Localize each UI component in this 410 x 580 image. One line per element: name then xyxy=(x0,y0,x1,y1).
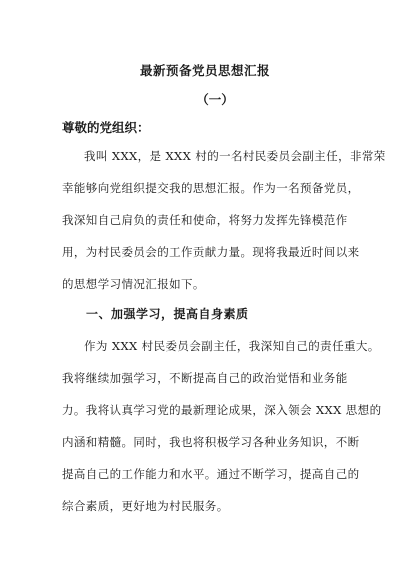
paragraph-2-line: 力。我将认真学习党的最新理论成果，深入领会 XXX 思想的 xyxy=(62,403,382,417)
paragraph-1-line: 的思想学习情况汇报如下。 xyxy=(62,277,205,291)
document-subtitle: （一） xyxy=(196,92,234,107)
paragraph-2-line: 综合素质，更好地为村民服务。 xyxy=(62,499,229,513)
paragraph-1-line: 幸能够向党组织提交我的思想汇报。作为一名预备党员， xyxy=(62,181,360,195)
paragraph-2-line: 提高自己的工作能力和水平。通过不断学习，提高自己的 xyxy=(62,467,360,481)
document-title: 最新预备党员思想汇报 xyxy=(139,63,270,78)
paragraph-1-line: 用，为村民委员会的工作贡献力量。现将我最近时间以来 xyxy=(62,245,360,259)
salutation: 尊敬的党组织： xyxy=(62,120,150,135)
paragraph-2-line: 我将继续加强学习，不断提高自己的政治觉悟和业务能 xyxy=(62,371,348,385)
paragraph-2-line: 作为 XXX 村民委员会副主任，我深知自己的责任重大。 xyxy=(84,339,380,353)
paragraph-1-line: 我叫 XXX，是 XXX 村的一名村民委员会副主任，非常荣 xyxy=(84,149,386,163)
section-heading-1: 一、加强学习，提高自身素质 xyxy=(86,307,249,321)
paragraph-1-line: 我深知自己肩负的责任和使命，将努力发挥先锋模范作 xyxy=(62,213,348,227)
paragraph-2-line: 内涵和精髓。同时，我也将积极学习各种业务知识，不断 xyxy=(62,435,360,449)
